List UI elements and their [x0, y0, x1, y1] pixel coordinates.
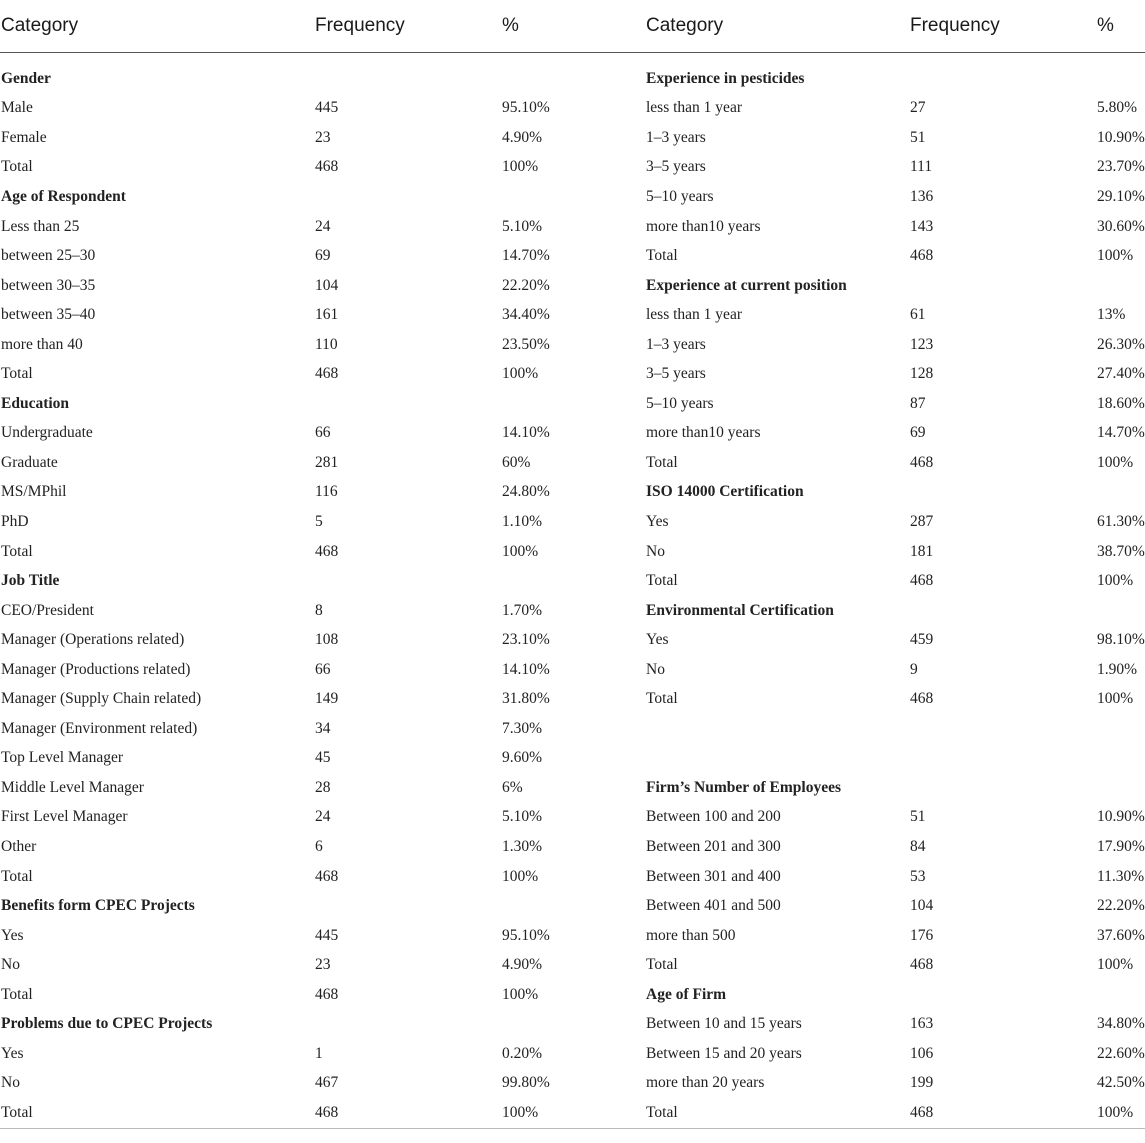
- frequency-left-cell: 116: [315, 483, 338, 501]
- category-right-cell: less than 1 year: [646, 306, 742, 324]
- table-row: [0, 625, 1145, 655]
- category-right-cell: Total: [646, 956, 678, 974]
- frequency-right-cell: [909, 714, 1096, 744]
- frequency-left-cell: 6: [315, 837, 323, 855]
- category-left-cell: No: [1, 1074, 20, 1092]
- section-heading-left: Job Title: [1, 572, 60, 590]
- table-row: [0, 507, 1145, 537]
- frequency-right-cell: 468: [910, 247, 934, 265]
- section-heading-left: Age of Respondent: [1, 187, 126, 205]
- percent-left-cell: 100%: [501, 1098, 645, 1128]
- percent-left-cell: 23.50%: [502, 335, 550, 353]
- percent-left-cell: 100%: [502, 867, 539, 885]
- percent-left-cell: 5.10%: [502, 217, 543, 235]
- category-left-cell: Yes: [1, 1044, 24, 1062]
- category-left-cell: Female: [1, 128, 47, 146]
- percent-left-cell: 4.90%: [502, 956, 543, 974]
- frequency-right-cell: 69: [910, 424, 926, 442]
- category-left-cell: more than 40: [1, 335, 83, 353]
- table-row: [0, 359, 1145, 389]
- percent-left-cell: [501, 566, 645, 596]
- percent-left-cell: 22.20%: [502, 276, 550, 294]
- section-heading-right: ISO 14000 Certification: [646, 483, 804, 501]
- category-right-cell: 3–5 years: [646, 365, 706, 383]
- category-right-cell: Between 100 and 200: [646, 808, 781, 826]
- frequency-right-cell: 104: [910, 897, 934, 915]
- category-left-cell: Undergraduate: [1, 424, 93, 442]
- percent-right-cell: 13%: [1097, 306, 1126, 324]
- category-left-cell: between 35–40: [1, 306, 96, 324]
- table-row: [0, 1098, 1145, 1128]
- header-percent-left: %: [501, 0, 645, 53]
- percent-right-cell: 5.80%: [1097, 99, 1138, 117]
- frequency-left-cell: 149: [315, 690, 339, 708]
- table-row: [0, 241, 1145, 271]
- table-row: [0, 419, 1145, 449]
- category-left-cell: Male: [1, 99, 33, 117]
- frequency-right-cell: 128: [910, 365, 934, 383]
- frequency-left-cell: [314, 891, 501, 921]
- percent-right-cell: 29.10%: [1097, 187, 1145, 205]
- table-row: [0, 891, 1145, 921]
- frequency-right-cell: 143: [910, 217, 934, 235]
- frequency-right-cell: 136: [910, 187, 934, 205]
- frequency-left-cell: 24: [315, 217, 331, 235]
- percent-right-cell: 26.30%: [1097, 335, 1145, 353]
- frequency-right-cell: 51: [910, 808, 926, 826]
- frequency-left-cell: [314, 182, 501, 212]
- table-row: [0, 862, 1145, 892]
- category-left-cell: Less than 25: [1, 217, 80, 235]
- header-percent-right: %: [1096, 0, 1145, 53]
- table-row: [0, 330, 1145, 360]
- category-right-cell: Yes: [646, 512, 669, 530]
- header-category-left: Category: [0, 0, 314, 53]
- percent-right-cell: 30.60%: [1097, 217, 1145, 235]
- percent-left-cell: [501, 389, 645, 419]
- category-left-cell: Manager (Environment related): [1, 719, 198, 737]
- frequency-left-cell: 34: [315, 719, 331, 737]
- frequency-left-cell: 24: [315, 808, 331, 826]
- frequency-left-cell: 66: [315, 424, 331, 442]
- table-header: [0, 0, 1145, 64]
- section-heading-right: Firm’s Number of Employees: [646, 778, 842, 796]
- percent-right-cell: 100%: [1097, 956, 1134, 974]
- percent-right-cell: 10.90%: [1097, 128, 1145, 146]
- frequency-right-cell: 123: [910, 335, 934, 353]
- percent-right-cell: 17.90%: [1097, 837, 1145, 855]
- category-right-cell: more than 20 years: [646, 1074, 765, 1092]
- frequency-right-cell: [909, 596, 1096, 626]
- percent-left-cell: 24.80%: [502, 483, 550, 501]
- percent-left-cell: 6%: [502, 778, 523, 796]
- frequency-left-cell: 104: [315, 276, 339, 294]
- frequency-left-cell: 468: [314, 1098, 501, 1128]
- frequency-left-cell: 445: [315, 99, 339, 117]
- percent-left-cell: 95.10%: [502, 926, 550, 944]
- percent-left-cell: 14.10%: [502, 424, 550, 442]
- category-left-cell: Middle Level Manager: [1, 778, 144, 796]
- percent-right-cell: 100%: [1097, 572, 1134, 590]
- category-left-cell: Other: [1, 837, 37, 855]
- category-left-cell: Total: [1, 867, 33, 885]
- frequency-right-cell: [909, 744, 1096, 774]
- frequency-right-cell: 287: [910, 512, 934, 530]
- table-row: [0, 478, 1145, 508]
- frequency-right-cell: 468: [910, 572, 934, 590]
- percent-left-cell: 100%: [502, 985, 539, 1003]
- category-right-cell: [645, 744, 909, 774]
- percent-left-cell: 9.60%: [502, 749, 543, 767]
- category-left-cell: No: [1, 956, 20, 974]
- category-left-cell: Manager (Productions related): [1, 660, 191, 678]
- percent-left-cell: 100%: [502, 365, 539, 383]
- category-left-cell: Total: [1, 365, 33, 383]
- percent-left-cell: 60%: [502, 453, 531, 471]
- category-right-cell: Total: [646, 247, 678, 265]
- frequency-right-cell: 176: [910, 926, 934, 944]
- percent-right-cell: 11.30%: [1097, 867, 1145, 885]
- percent-right-cell: 1.90%: [1097, 660, 1138, 678]
- table-row: [0, 744, 1145, 774]
- percent-left-cell: 23.10%: [502, 631, 550, 649]
- table-row: [0, 832, 1145, 862]
- table-row: [0, 803, 1145, 833]
- frequency-right-cell: 468: [910, 956, 934, 974]
- category-left-cell: PhD: [1, 512, 29, 530]
- percent-right-cell: [1096, 773, 1145, 803]
- table-row: [0, 123, 1145, 153]
- frequency-right-cell: [909, 271, 1096, 301]
- frequency-right-cell: 459: [910, 631, 934, 649]
- section-heading-left: Education: [1, 394, 70, 412]
- percent-left-cell: 34.40%: [502, 306, 550, 324]
- category-left-cell: Total: [0, 1098, 314, 1128]
- percent-right-cell: [1096, 980, 1145, 1010]
- percent-right-cell: 10.90%: [1097, 808, 1145, 826]
- frequency-right-cell: 111: [910, 158, 933, 176]
- header-frequency-left: Frequency: [314, 0, 501, 53]
- percent-left-cell: [501, 182, 645, 212]
- table-row: [0, 566, 1145, 596]
- frequency-right-cell: 27: [910, 99, 926, 117]
- percent-left-cell: [501, 1010, 645, 1040]
- frequency-right-cell: 51: [910, 128, 926, 146]
- percent-left-cell: [501, 891, 645, 921]
- percent-right-cell: [1096, 744, 1145, 774]
- category-left-cell: Manager (Operations related): [1, 631, 185, 649]
- percent-left-cell: 14.70%: [502, 247, 550, 265]
- frequency-right-cell: 468: [910, 453, 934, 471]
- frequency-left-cell: 161: [315, 306, 339, 324]
- category-right-cell: 3–5 years: [646, 158, 706, 176]
- frequency-left-cell: 45: [315, 749, 331, 767]
- category-left-cell: Total: [1, 542, 33, 560]
- table-row: [0, 182, 1145, 212]
- percent-left-cell: [501, 64, 645, 94]
- table-row: [0, 212, 1145, 242]
- frequency-left-cell: [314, 389, 501, 419]
- category-left-cell: MS/MPhil: [1, 483, 67, 501]
- frequency-right-cell: 468: [910, 690, 934, 708]
- percent-left-cell: 1.70%: [502, 601, 543, 619]
- frequency-left-cell: 69: [315, 247, 331, 265]
- category-right-cell: Yes: [646, 631, 669, 649]
- frequency-left-cell: 8: [315, 601, 323, 619]
- frequency-right-cell: 87: [910, 394, 926, 412]
- category-right-cell: more than10 years: [646, 424, 761, 442]
- section-heading-right: Experience in pesticides: [646, 69, 805, 87]
- table-row: [0, 1069, 1145, 1099]
- percent-right-cell: 100%: [1097, 690, 1134, 708]
- percent-right-cell: 18.60%: [1097, 394, 1145, 412]
- category-right-cell: less than 1 year: [646, 99, 742, 117]
- section-heading-right: Experience at current position: [646, 276, 847, 294]
- percent-left-cell: 99.80%: [502, 1074, 550, 1092]
- percent-right-cell: 100%: [1097, 247, 1134, 265]
- percent-left-cell: 31.80%: [502, 690, 550, 708]
- table-body: [0, 64, 1145, 1128]
- frequency-left-cell: [314, 1010, 501, 1040]
- table-row: [0, 153, 1145, 183]
- frequency-left-cell: 281: [315, 453, 339, 471]
- header-category-right: Category: [645, 0, 909, 53]
- percent-right-cell: 37.60%: [1097, 926, 1145, 944]
- category-right-cell: more than 500: [646, 926, 736, 944]
- percent-left-cell: 14.10%: [502, 660, 550, 678]
- frequency-left-cell: 468: [315, 542, 339, 560]
- percent-right-cell: 100%: [1097, 453, 1134, 471]
- category-right-cell: Between 301 and 400: [646, 867, 781, 885]
- table-row: [0, 300, 1145, 330]
- percent-right-cell: 14.70%: [1097, 424, 1145, 442]
- frequency-left-cell: [314, 566, 501, 596]
- category-left-cell: Graduate: [1, 453, 58, 471]
- percent-right-cell: 22.60%: [1097, 1044, 1145, 1062]
- frequency-left-cell: 23: [315, 956, 331, 974]
- table-row: [0, 1039, 1145, 1069]
- percent-left-cell: 4.90%: [502, 128, 543, 146]
- frequency-left-cell: 108: [315, 631, 339, 649]
- table-row: [0, 271, 1145, 301]
- frequency-left-cell: 468: [315, 365, 339, 383]
- table-row: [0, 448, 1145, 478]
- frequency-left-cell: 5: [315, 512, 323, 530]
- percent-right-cell: [1096, 271, 1145, 301]
- percent-left-cell: 1.10%: [502, 512, 543, 530]
- category-right-cell: Between 10 and 15 years: [646, 1015, 802, 1033]
- category-right-cell: more than10 years: [646, 217, 761, 235]
- percent-right-cell: 34.80%: [1097, 1015, 1145, 1033]
- percent-left-cell: 100%: [502, 158, 539, 176]
- percent-left-cell: 7.30%: [502, 719, 543, 737]
- table-row: [0, 980, 1145, 1010]
- category-right-cell: Total: [646, 690, 678, 708]
- category-right-cell: 1–3 years: [646, 335, 706, 353]
- table-row: [0, 950, 1145, 980]
- percent-right-cell: 23.70%: [1097, 158, 1145, 176]
- frequency-left-cell: 467: [315, 1074, 339, 1092]
- table-row: [0, 773, 1145, 803]
- percent-left-cell: 100%: [502, 542, 539, 560]
- table-row: [0, 94, 1145, 124]
- category-left-cell: Yes: [1, 926, 24, 944]
- frequency-left-cell: 66: [315, 660, 331, 678]
- frequency-right-cell: 199: [910, 1074, 934, 1092]
- frequency-left-cell: 468: [315, 158, 339, 176]
- category-right-cell: Between 15 and 20 years: [646, 1044, 802, 1062]
- frequency-left-cell: 445: [315, 926, 339, 944]
- frequency-left-cell: 23: [315, 128, 331, 146]
- table-row: [0, 596, 1145, 626]
- category-right-cell: Between 201 and 300: [646, 837, 781, 855]
- category-right-cell: Total: [646, 572, 678, 590]
- category-right-cell: No: [646, 542, 665, 560]
- category-right-cell: No: [646, 660, 665, 678]
- percent-right-cell: 27.40%: [1097, 365, 1145, 383]
- category-right-cell: 1–3 years: [646, 128, 706, 146]
- percent-right-cell: 98.10%: [1097, 631, 1145, 649]
- table-row: [0, 684, 1145, 714]
- frequency-right-cell: [909, 478, 1096, 508]
- percent-right-cell: 38.70%: [1097, 542, 1145, 560]
- frequency-right-cell: 61: [910, 306, 926, 324]
- table-row: [0, 714, 1145, 744]
- category-right-cell: 5–10 years: [646, 187, 714, 205]
- category-right-cell: 5–10 years: [646, 394, 714, 412]
- section-heading-right: Age of Firm: [646, 985, 727, 1003]
- category-left-cell: Manager (Supply Chain related): [1, 690, 202, 708]
- header-frequency-right: Frequency: [909, 0, 1096, 53]
- frequency-right-cell: [909, 64, 1096, 94]
- table-row: [0, 64, 1145, 94]
- frequency-left-cell: [314, 64, 501, 94]
- frequency-right-cell: 84: [910, 837, 926, 855]
- table-row: [0, 537, 1145, 567]
- percent-right-cell: [1096, 478, 1145, 508]
- percent-right-cell: 22.20%: [1097, 897, 1145, 915]
- category-left-cell: between 30–35: [1, 276, 96, 294]
- table-row: [0, 1010, 1145, 1040]
- section-heading-left: Gender: [1, 69, 51, 87]
- frequency-left-cell: 28: [315, 778, 331, 796]
- frequency-right-cell: 53: [910, 867, 926, 885]
- percent-right-cell: [1096, 714, 1145, 744]
- section-heading-right: Environmental Certification: [646, 601, 834, 619]
- category-right-cell: Total: [645, 1098, 909, 1128]
- category-left-cell: between 25–30: [1, 247, 96, 265]
- frequency-left-cell: 1: [315, 1044, 323, 1062]
- category-left-cell: CEO/President: [1, 601, 94, 619]
- percent-left-cell: 0.20%: [502, 1044, 543, 1062]
- frequency-right-cell: 106: [910, 1044, 934, 1062]
- category-left-cell: Total: [1, 158, 33, 176]
- percent-right-cell: 42.50%: [1097, 1074, 1145, 1092]
- table-row: [0, 655, 1145, 685]
- percent-left-cell: 5.10%: [502, 808, 543, 826]
- table-row: [0, 389, 1145, 419]
- percent-right-cell: 100%: [1096, 1098, 1145, 1128]
- frequency-right-cell: [909, 773, 1096, 803]
- category-left-cell: Top Level Manager: [1, 749, 124, 767]
- percent-right-cell: [1096, 596, 1145, 626]
- section-heading-left: Benefits form CPEC Projects: [1, 897, 195, 915]
- frequency-right-cell: 163: [910, 1015, 934, 1033]
- frequency-left-cell: 468: [315, 867, 339, 885]
- category-left-cell: Total: [1, 985, 33, 1003]
- section-heading-left: Problems due to CPEC Projects: [1, 1015, 213, 1033]
- frequency-right-cell: 181: [910, 542, 934, 560]
- category-right-cell: Between 401 and 500: [646, 897, 781, 915]
- percent-left-cell: 95.10%: [502, 99, 550, 117]
- category-left-cell: First Level Manager: [1, 808, 128, 826]
- percent-right-cell: 61.30%: [1097, 512, 1145, 530]
- category-right-cell: Total: [646, 453, 678, 471]
- table-row: [0, 921, 1145, 951]
- frequency-right-cell: 9: [910, 660, 918, 678]
- category-right-cell: [645, 714, 909, 744]
- frequency-right-cell: [909, 980, 1096, 1010]
- percent-left-cell: 1.30%: [502, 837, 543, 855]
- percent-right-cell: [1096, 64, 1145, 94]
- frequency-left-cell: 110: [315, 335, 338, 353]
- frequency-right-cell: 468: [909, 1098, 1096, 1128]
- frequency-left-cell: 468: [315, 985, 339, 1003]
